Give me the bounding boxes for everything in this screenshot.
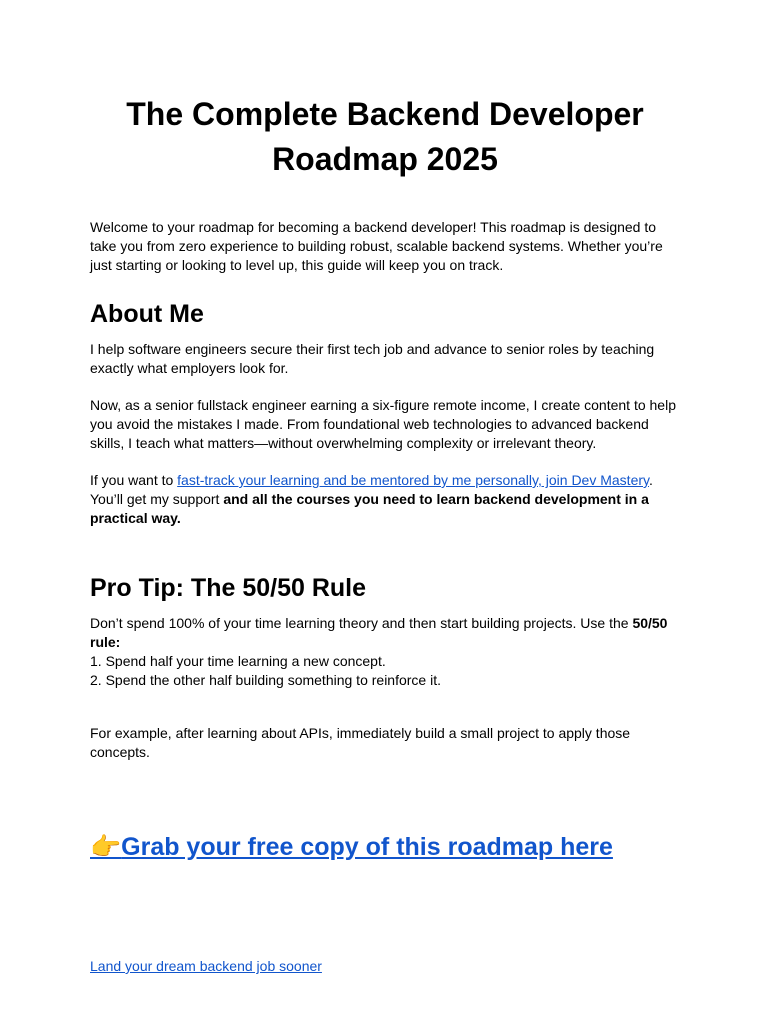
pro-tip-example: For example, after learning about APIs, immediately build a small project to apply those concepts. bbox=[90, 725, 631, 760]
pro-tip-p1-bold: 50/50 rule: bbox=[90, 615, 668, 650]
dream-job-link[interactable]: Land your dream backend job sooner bbox=[90, 958, 322, 974]
about-paragraph-1: I help software engineers secure their first tech job and advance to senior roles by teaching exactly what employers look for. bbox=[90, 341, 655, 376]
pro-tip-paragraph bbox=[90, 614, 680, 690]
title-line-1: The Complete Backend Developer bbox=[126, 96, 644, 132]
pro-tip-p1-prefix: Don’t spend 100% of your time learning theory and then start building projects. Use the bbox=[90, 615, 633, 631]
footer-row bbox=[90, 957, 322, 976]
pointing-finger-icon: 👉 bbox=[90, 833, 122, 861]
dev-mastery-link[interactable]: fast-track your learning and be mentored by me personally, join Dev Mastery bbox=[177, 472, 649, 488]
about-heading: About Me bbox=[90, 300, 204, 328]
pro-tip-step-1: 1. Spend half your time learning a new concept. bbox=[90, 653, 386, 669]
about-p3-bold: and all the courses you need to learn backend development in a practical way. bbox=[90, 491, 649, 526]
intro-paragraph: Welcome to your roadmap for becoming a backend developer! This roadmap is designed to take you from zero experience to building robust, scalable backend systems. Whether you’re just starting or looking to level up, this guide will keep you on track. bbox=[90, 219, 663, 273]
title-line-2: Roadmap 2025 bbox=[272, 141, 498, 177]
about-p3-middle: . You’ll get my support bbox=[90, 472, 653, 507]
about-p3-prefix: If you want to bbox=[90, 472, 178, 488]
about-paragraph-2: Now, as a senior fullstack engineer earning a six-figure remote income, I create content to help you avoid the mistakes I made. From foundational web technologies to advanced backend skills, I teach what matters—without overwhelming complexity or irrelevant theory. bbox=[90, 397, 676, 451]
pro-tip-heading: Pro Tip: The 50/50 Rule bbox=[90, 574, 367, 602]
about-paragraph-3 bbox=[90, 471, 680, 528]
grab-roadmap-link[interactable] bbox=[90, 833, 613, 861]
pro-tip-step-2: 2. Spend the other half building something to reinforce it. bbox=[90, 672, 441, 688]
grab-roadmap-label: Grab your free copy of this roadmap here bbox=[121, 833, 613, 861]
cta-row bbox=[90, 831, 613, 863]
document-title bbox=[90, 92, 680, 182]
